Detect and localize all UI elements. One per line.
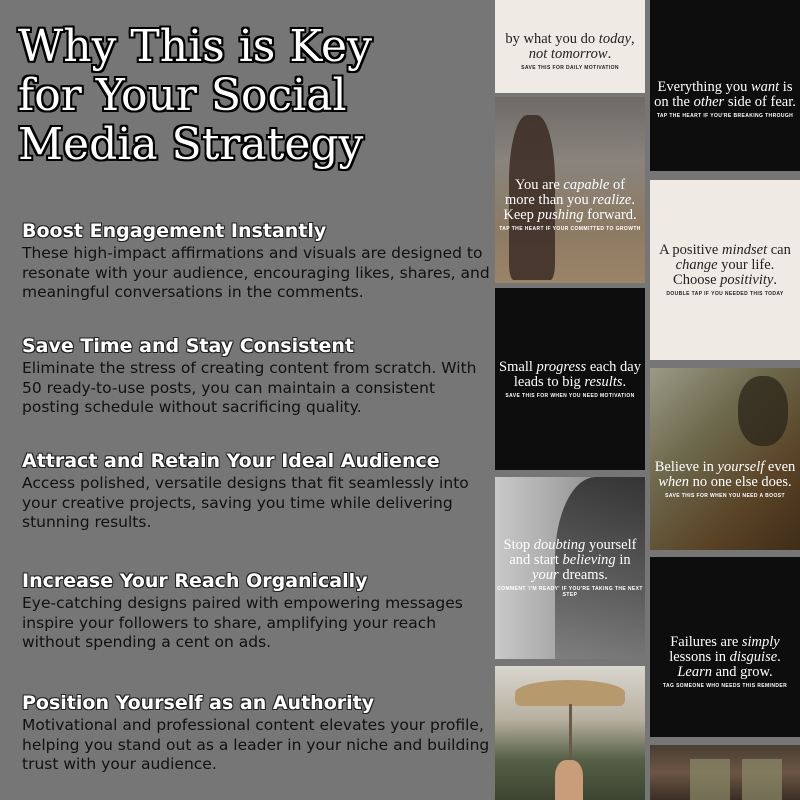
benefit-body: These high-impact affirmations and visuals are designed to resonate with your audience, encouraging likes, shares, and meaningful conversations in the comments.	[22, 244, 490, 301]
post-preview-card	[495, 288, 645, 470]
post-caption: DOUBLE TAP IF YOU NEEDED THIS TODAY	[666, 291, 784, 297]
benefit-section	[22, 218, 492, 303]
post-preview-card	[495, 0, 645, 93]
person-silhouette	[555, 760, 583, 800]
post-quote: by what you do today, not tomorrow.	[505, 31, 635, 62]
benefit-section	[22, 448, 492, 533]
post-quote: Everything you want is on the other side of fear.	[654, 79, 796, 110]
benefit-body: Eye-catching designs paired with empowering messages inspire your followers to share, amplifying your reach without spending a cent on ads.	[22, 594, 463, 651]
post-preview-card	[650, 0, 800, 171]
benefit-heading: Position Yourself as an Authority	[22, 692, 375, 714]
title-line: Media Strategy	[18, 119, 364, 170]
benefit-body: Access polished, versatile designs that fit seamlessly into your creative projects, saving you time while delivering stunning results.	[22, 474, 469, 531]
benefit-body: Eliminate the stress of creating content from scratch. With 50 ready-to-use posts, you can maintain a consistent posting schedule without sacrificing quality.	[22, 359, 477, 416]
post-caption: SAVE THIS FOR DAILY MOTIVATION	[521, 65, 619, 71]
page-title	[18, 22, 388, 169]
post-preview-card	[495, 97, 645, 283]
post-caption: SAVE THIS FOR WHEN YOU NEED MOTIVATION	[505, 392, 635, 399]
woman-silhouette	[738, 376, 788, 446]
post-quote: Small progress each day leads to big results.	[499, 358, 641, 390]
benefit-section	[22, 690, 492, 775]
post-caption: SAVE THIS FOR WHEN YOU NEED A BOOST	[665, 492, 785, 499]
title-line: Why This is Key	[18, 21, 372, 72]
umbrella-canopy	[515, 680, 625, 706]
benefit-section	[22, 333, 492, 418]
window-shape	[690, 759, 730, 800]
post-quote: You are capable of more than you realize. Keep pushing forward.	[503, 177, 637, 223]
post-preview-image	[650, 745, 800, 800]
title-line: for Your Social	[18, 70, 347, 121]
benefit-heading: Attract and Retain Your Ideal Audience	[22, 450, 440, 472]
post-caption: COMMENT 'I'M READY' IF YOU'RE TAKING THE NEXT STEP	[497, 586, 643, 598]
benefit-section	[22, 568, 492, 653]
post-preview-card	[650, 368, 800, 550]
benefit-heading: Save Time and Stay Consistent	[22, 335, 354, 357]
post-preview-card	[650, 557, 800, 737]
window-shape	[742, 759, 782, 800]
post-caption: TAG SOMEONE WHO NEEDS THIS REMINDER	[662, 683, 788, 689]
benefit-heading: Increase Your Reach Organically	[22, 570, 368, 592]
post-preview-card	[495, 477, 645, 659]
post-caption: TAP THE HEART IF YOU'RE BREAKING THROUGH	[656, 113, 794, 119]
benefit-heading: Boost Engagement Instantly	[22, 220, 327, 242]
post-preview-image	[495, 666, 645, 800]
post-preview-card	[650, 180, 800, 360]
post-quote: Failures are simply lessons in disguise. Learn and grow.	[669, 634, 781, 680]
benefit-body: Motivational and professional content elevates your profile, helping you stand out as a leader in your niche and building trust with your audience.	[22, 716, 490, 773]
post-caption: TAP THE HEART IF YOUR COMMITTED TO GROWTH	[499, 226, 641, 232]
post-quote: A positive mindset can change your life. Choose positivity.	[659, 242, 791, 288]
post-quote: Believe in yourself even when no one else does.	[654, 458, 796, 490]
post-quote: Stop doubting yourself and start believing in your dreams.	[503, 537, 637, 583]
